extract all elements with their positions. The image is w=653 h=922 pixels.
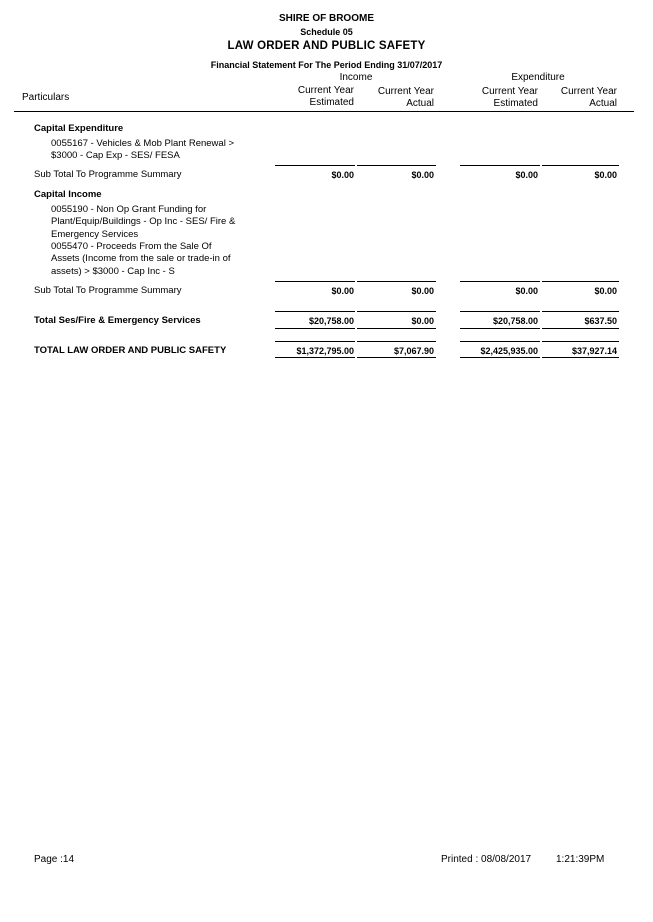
col2-underline (357, 281, 436, 282)
col3-underline (460, 341, 540, 342)
expenditure-estimated-header-line2: Estimated (493, 98, 538, 109)
expenditure-group-header: Expenditure (511, 72, 565, 83)
income-estimated-header-line2: Estimated (309, 97, 354, 108)
col3-underline (460, 281, 540, 282)
item-line: assets) > $3000 - Cap Inc - S (51, 265, 175, 277)
item-line: Plant/Equip/Buildings - Op Inc - SES/ Fire & (51, 216, 236, 228)
income-estimated-header-line1: Current Year (297, 85, 354, 96)
col2-underline (357, 165, 436, 166)
capital-expenditure-item (51, 138, 266, 163)
col2-underline (357, 341, 436, 342)
col4-underline (542, 341, 619, 342)
schedule-number: Schedule 05 (300, 27, 353, 37)
cap-exp-subtotal-income-actual: $0.00 (411, 170, 434, 180)
income-actual-header-line1: Current Year (377, 86, 434, 97)
printed-time: 1:21:39PM (556, 854, 605, 865)
col4-underline (542, 311, 619, 312)
col4-underline (542, 281, 619, 282)
cap-exp-subtotal-expenditure-actual: $0.00 (594, 170, 617, 180)
cap-exp-subtotal-expenditure-estimated: $0.00 (515, 170, 538, 180)
cap-inc-subtotal-income-estimated: $0.00 (331, 286, 354, 296)
income-actual-header-line2: Actual (406, 98, 434, 109)
capital-income-item (51, 204, 266, 241)
total-ses-expenditure-actual: $637.50 (584, 316, 617, 326)
item-line: 0055190 - Non Op Grant Funding for (51, 204, 207, 215)
item-line: 0055470 - Proceeds From the Sale Of (51, 241, 212, 252)
expenditure-estimated-header-line1: Current Year (481, 86, 538, 97)
expenditure-actual-header-line2: Actual (589, 98, 617, 109)
particulars-header: Particulars (22, 92, 70, 103)
capital-expenditure-heading: Capital Expenditure (34, 123, 124, 134)
income-group-header: Income (339, 72, 373, 83)
col2-underline (357, 311, 436, 312)
col1-underline (275, 341, 355, 342)
total-ses-expenditure-estimated: $20,758.00 (492, 316, 538, 326)
capital-income-heading: Capital Income (34, 189, 102, 200)
col4-underline (542, 328, 619, 329)
header-divider (14, 111, 634, 112)
page-number: Page :14 (34, 854, 75, 865)
total-ses-income-actual: $0.00 (411, 316, 434, 326)
col4-underline (542, 165, 619, 166)
total-law-income-estimated: $1,372,795.00 (296, 346, 354, 356)
item-line: Emergency Services (51, 228, 139, 240)
printed-date: Printed : 08/08/2017 (441, 854, 532, 865)
col3-underline (460, 357, 540, 358)
col1-underline (275, 281, 355, 282)
cap-inc-subtotal-expenditure-estimated: $0.00 (515, 286, 538, 296)
item-line: Assets (Income from the sale or trade-in of (51, 253, 231, 265)
capital-income-item (51, 241, 266, 278)
item-line: $3000 - Cap Exp - SES/ FESA (51, 150, 180, 162)
col1-underline (275, 165, 355, 166)
total-law-income-actual: $7,067.90 (393, 346, 434, 356)
expenditure-actual-header-line1: Current Year (560, 86, 617, 97)
col3-underline (460, 328, 540, 329)
col3-underline (460, 165, 540, 166)
capital-expenditure-subtotal-label: Sub Total To Programme Summary (34, 169, 182, 180)
cap-exp-subtotal-income-estimated: $0.00 (331, 170, 354, 180)
total-law-label: TOTAL LAW ORDER AND PUBLIC SAFETY (34, 345, 227, 356)
col4-underline (542, 357, 619, 358)
organisation-name: SHIRE OF BROOME (278, 13, 374, 24)
col1-underline (275, 311, 355, 312)
item-line: 0055167 - Vehicles & Mob Plant Renewal > (51, 138, 234, 149)
col1-underline (275, 328, 355, 329)
total-law-expenditure-actual: $37,927.14 (571, 346, 617, 356)
cap-inc-subtotal-expenditure-actual: $0.00 (594, 286, 617, 296)
capital-income-subtotal-label: Sub Total To Programme Summary (34, 285, 182, 296)
page-title: LAW ORDER AND PUBLIC SAFETY (227, 40, 426, 52)
total-ses-income-estimated: $20,758.00 (308, 316, 354, 326)
col3-underline (460, 311, 540, 312)
period-subtitle: Financial Statement For The Period Ending 31/07/2017 (210, 60, 443, 70)
total-law-expenditure-estimated: $2,425,935.00 (480, 346, 538, 356)
col1-underline (275, 357, 355, 358)
total-ses-label: Total Ses/Fire & Emergency Services (34, 315, 201, 326)
col2-underline (357, 328, 436, 329)
cap-inc-subtotal-income-actual: $0.00 (411, 286, 434, 296)
col2-underline (357, 357, 436, 358)
